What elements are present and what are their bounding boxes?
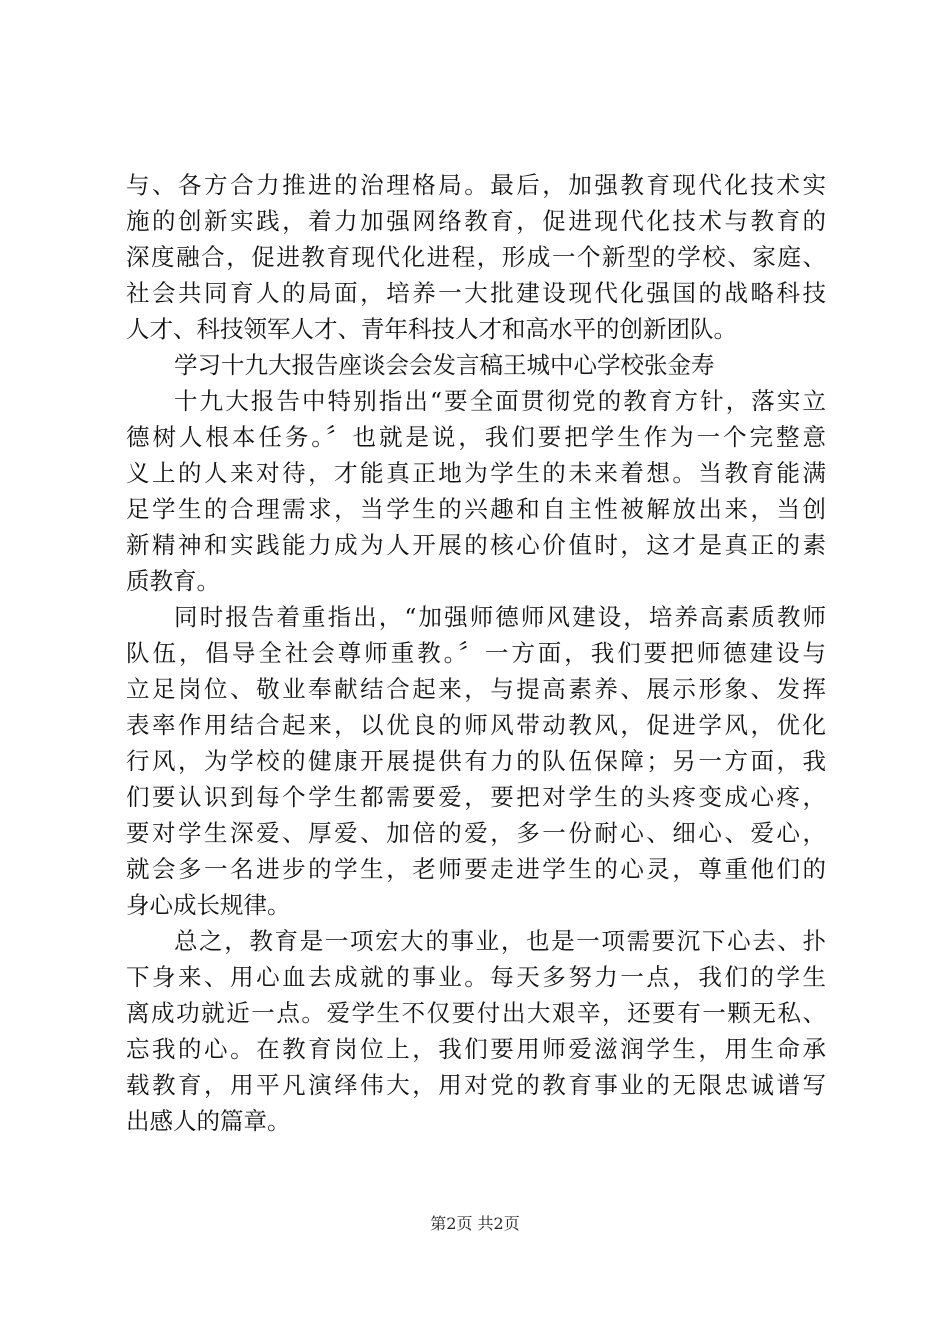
paragraph-line: 队伍，倡导全社会尊师重教。〞一方面，我们要把师德建设与	[126, 639, 826, 667]
paragraph-line: 足学生的合理需求，当学生的兴趣和自主性被解放出来，当创	[126, 495, 826, 523]
paragraph-line: 离成功就近一点。爱学生不仅要付出大艰辛，还要有一颗无私、	[126, 999, 826, 1027]
paragraph-line: 要对学生深爱、厚爱、加倍的爱，多一份耐心、细心、爱心，	[126, 819, 826, 847]
paragraph-line: 忘我的心。在教育岗位上，我们要用师爱滋润学生，用生命承	[126, 1035, 826, 1063]
paragraph-line: 立足岗位、敬业奉献结合起来，与提高素养、展示形象、发挥	[126, 675, 826, 703]
paragraph-line: 出感人的篇章。	[126, 1107, 291, 1135]
paragraph-line: 下身来、用心血去成就的事业。每天多努力一点，我们的学生	[126, 963, 826, 991]
paragraph-line: 深度融合，促进教育现代化进程，形成一个新型的学校、家庭、	[126, 243, 826, 271]
paragraph-line: 表率作用结合起来，以优良的师风带动教风，促进学风，优化	[126, 711, 826, 739]
page-number-footer: 第2页 共2页	[430, 1214, 520, 1233]
paragraph-line: 总之，教育是一项宏大的事业，也是一项需要沉下心去、扑	[174, 927, 826, 955]
paragraph-line: 新精神和实践能力成为人开展的核心价值时，这才是真正的素	[126, 531, 826, 559]
paragraph-line: 行风，为学校的健康开展提供有力的队伍保障；另一方面，我	[126, 747, 826, 775]
paragraph-line: 社会共同育人的局面，培养一大批建设现代化强国的战略科技	[126, 279, 826, 307]
paragraph-line: 义上的人来对待，才能真正地为学生的未来着想。当教育能满	[126, 459, 826, 487]
paragraph-line: 身心成长规律。	[126, 891, 291, 919]
paragraph-line: 载教育，用平凡演绎伟大，用对党的教育事业的无限忠诚谱写	[126, 1071, 826, 1099]
paragraph-line: 人才、科技领军人才、青年科技人才和高水平的创新团队。	[126, 315, 737, 343]
paragraph-line: 德树人根本任务。〞也就是说，我们要把学生作为一个完整意	[126, 423, 826, 451]
paragraph-line: 十九大报告中特别指出“要全面贯彻党的教育方针，落实立	[174, 387, 826, 415]
paragraph-line: 就会多一名进步的学生，老师要走进学生的心灵，尊重他们的	[126, 855, 826, 883]
paragraph-line: 施的创新实践，着力加强网络教育，促进现代化技术与教育的	[126, 207, 826, 235]
paragraph-line: 与、各方合力推进的治理格局。最后，加强教育现代化技术实	[126, 171, 826, 199]
paragraph-line: 们要认识到每个学生都需要爱，要把对学生的头疼变成心疼，	[126, 783, 826, 811]
document-body	[126, 167, 826, 1139]
section-title: 学习十九大报告座谈会会发言稿王城中心学校张金寿	[174, 351, 715, 379]
paragraph-line: 同时报告着重指出，“加强师德师风建设，培养高素质教师	[174, 603, 826, 631]
paragraph-line: 质教育。	[126, 567, 220, 595]
